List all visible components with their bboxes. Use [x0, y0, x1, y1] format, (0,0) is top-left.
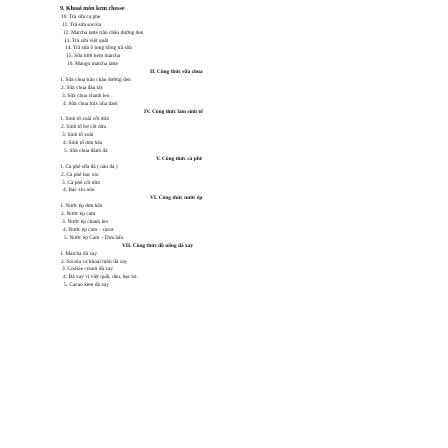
list-item: 1. Nước ép dưa hấu	[60, 203, 103, 210]
list-item: 5. Cacao kem đá xay	[64, 282, 110, 289]
list-item: 2. Socola và khoai môn đá xay	[61, 258, 128, 265]
section-heading: II. Công thức sữa chua	[150, 69, 203, 76]
section-heading: V. Công thức cà phê	[156, 155, 203, 162]
list-item: 3. Cà phê cốt dừa	[62, 179, 100, 186]
list-item: 4. Sữa chua mix nha đam	[63, 100, 118, 107]
list-item: 2. Nước ép cam	[61, 211, 96, 218]
list-item: 3. Cookie cream đá xay	[62, 266, 114, 273]
list-item: 5. Nước ép Cam – Dưa hấu	[64, 234, 124, 241]
list-item: 14. Trà sữa ô long hồng trà sữa	[65, 45, 132, 52]
list-item: 5. Sữa chua đánh đá	[64, 148, 108, 155]
list-item: 4. Nước ép cam – carot	[63, 226, 114, 233]
section-heading: VII. Công thức đồ uống đá xay	[122, 242, 194, 249]
list-item: 1. Sinh tố xoài cốt dừa	[60, 116, 109, 123]
list-item: 15. Sữa tươi kem matcha	[66, 53, 121, 60]
list-item: 3. Sữa chua chanh leo	[62, 92, 110, 99]
list-item: 3. Nước ép chanh leo	[62, 219, 109, 226]
list-item: 11. Trà sữa socola	[62, 21, 101, 28]
list-item: 10. Trà sữa ca phe	[61, 13, 101, 20]
list-item: 2. Cà phê bạc xỉu	[61, 171, 99, 178]
list-item: 9. Khoai môn kem chesse	[60, 6, 125, 12]
list-item: 12. Matcha latte trân châu đường đen	[63, 29, 144, 36]
list-item: 16. Mango matcha latte	[67, 61, 118, 68]
list-item: 13. Trà sữa việt quất	[64, 37, 109, 44]
list-item: 1. Sữa chua trân châu đường đen	[60, 77, 131, 84]
list-item: 4. Bạc xỉu nón	[63, 187, 95, 194]
list-item: 2. Sinh tố bơ cốt dừa	[61, 124, 107, 131]
list-item: 2. Sữa chua dâu tây	[61, 84, 104, 91]
recipe-table-of-contents	[60, 6, 360, 290]
list-item: 1. Matcha đá xay	[60, 250, 98, 257]
list-item: 3. Sinh tố xoài	[62, 132, 94, 139]
section-heading: IV. Công thức làm sinh tố	[144, 108, 203, 115]
section-heading: VI. Công thức nước ép	[150, 195, 203, 202]
list-item: 1. Cà phê sữa đá ( nâu đá )	[60, 163, 118, 170]
list-item: 4. Đá xay vị việt quất, dâu, bạc hà	[63, 274, 137, 281]
list-item: 4. Sinh tố dưa hấu	[63, 140, 103, 147]
